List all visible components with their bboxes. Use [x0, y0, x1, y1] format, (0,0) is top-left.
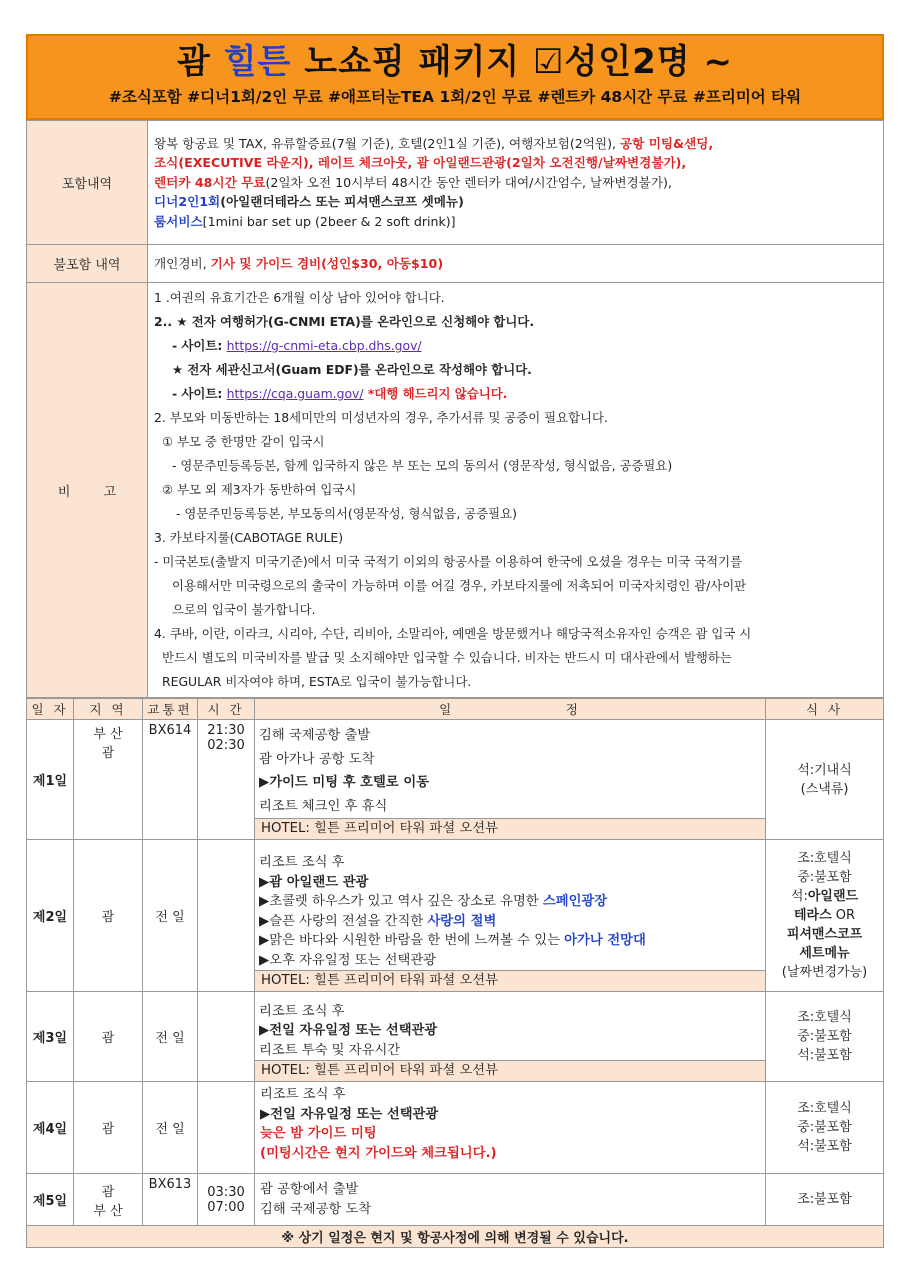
hotel-line: HOTEL: 힐튼 프리미어 타워 파셜 오션뷰: [255, 1060, 765, 1081]
excludes-content: 개인경비, 기사 및 가이드 경비(성인$30, 아동$10): [148, 245, 884, 283]
includes-label: 포함내역: [27, 121, 148, 245]
col-area: 지 역: [74, 699, 143, 720]
col-meal: 식 사: [766, 699, 884, 720]
notes-label: 비 고: [27, 283, 148, 698]
table-row: 제5일 괌 부 산 BX613 03:30 07:00 괌 공항에서 출발 김해 국제공항 도착 조:불포함: [27, 1174, 884, 1226]
excludes-label: 불포함 내역: [27, 245, 148, 283]
col-itinerary: 일 정: [255, 699, 766, 720]
schedule-table: [26, 698, 884, 1248]
footer-note: ※ 상기 일정은 현지 및 항공사정에 의해 변경될 수 있습니다.: [27, 1226, 884, 1248]
table-row: 제3일 괌 전 일 리조트 조식 후 ▶전일 자유일정 또는 선택관광 리조트 투숙 및 자유시간 HOTEL: 힐튼 프리미어 타워 파셜 오션뷰 조:호텔식 중:불포함 석:불포함: [27, 992, 884, 1082]
col-date: 일 자: [27, 699, 74, 720]
hashtag-line: #조식포함 #디너1회/2인 무료 #애프터눈TEA 1회/2인 무료 #렌트카 48시간 무료 #프리미어 타워: [108, 88, 802, 106]
table-row: 제2일 괌 전 일 리조트 조식 후 ▶괌 아일랜드 관광 ▶초콜렛 하우스가 있고 역사 깊은 장소로 유명한 스페인광장 ▶슬픈 사랑의 전설을 간직한 사랑의 절벽 ▶맑은 바다와 시원한 바람을 한 번에 느껴볼 수 있는 아가나 전망대 ▶오후 자유일정 또는 선택관광 HOTEL: 힐튼 프리미어 타워 파셜 오션뷰 조:호텔식 중:불포함 석:아일랜드 테라스 OR 피셔맨스코프 세트메뉴 (날짜변경가능): [27, 840, 884, 992]
hotel-line: HOTEL: 힐튼 프리미어 타워 파셜 오션뷰: [255, 970, 765, 991]
includes-content: 왕복 항공료 및 TAX, 유류할증료(7월 기준), 호텔(2인1실 기준), 여행자보험(2억원), 공항 미팅&샌딩, 조식(EXECUTIVE 라운지), 레이트 체크아웃, 괌 아일랜드관광(2일차 오전진행/날짜변경불가), 렌터카 48시간 무료(2일차 오전 10시부터 48시간 동안 렌터카 대여/시간엄수, 날짜변경불가), 디너2인1회(아일랜더테라스 또는 피셔맨스코프 셋메뉴) 룸서비스[1mini bar set up (2beer & 2 soft drink)]: [148, 121, 884, 245]
notes-content: 1 .여권의 유효기간은 6개월 이상 남아 있어야 합니다. 2.. ★ 전자 여행허가(G-CNMI ETA)를 온라인으로 신청해야 합니다. - 사이트: https://g-cnmi-eta.cbp.dhs.gov/ ★ 전자 세관신고서(Guam EDF)를 온라인으로 작성해야 합니다. - 사이트: https://cqa.guam.gov/ *대행 해드리지 않습니다. 2. 부모와 미동반하는 18세미만의 미성년자의 경우, 추가서류 및 공증이 필요합니다. ① 부모 중 한명만 같이 입국시 - 영문주민등록등본, 함께 입국하지 않은 부 또는 모의 동의서 (영문작성, 형식없음, 공증필요) ② 부모 외 제3자가 동반하여 입국시 - 영문주민등록등본, 부모동의서(영문작성, 형식없음, 공증필요) 3. 카보타지룰(CABOTAGE RULE) - 미국본토(출발지 미국기준)에서 미국 국적기 이외의 항공사를 이용하여 한국에 오셨을 경우는 미국 국적기를 이용해서만 미국령으로의 출국이 가능하며 이를 어길 경우, 카보타지룰에 저촉되어 미국자치령인 괌/사이판 으로의 입국이 불가합니다. 4. 쿠바, 이란, 이라크, 시리아, 수단, 리비아, 소말리아, 예멘을 방문했거나 해당국적소유자인 승객은 괌 입국 시 반드시 별도의 미국비자를 발급 및 소지해야만 입국할 수 있습니다. 비자는 반드시 미 대사관에서 발행하는 REGULAR 비자여야 하며, ESTA로 입국이 불가능합니다.: [148, 283, 884, 698]
col-transport: 교통편: [143, 699, 198, 720]
info-table: [26, 120, 884, 698]
table-row: 제4일 괌 전 일 리조트 조식 후 ▶전일 자유일정 또는 선택관광 늦은 밤 가이드 미팅 (미팅시간은 현지 가이드와 체크됩니다.) 조:호텔식 중:불포함 석:불포함: [27, 1082, 884, 1174]
edf-link[interactable]: https://cqa.guam.gov/: [226, 386, 364, 401]
page-title: 괌 힐튼 노쇼핑 패키지 ☑성인2명 ~: [177, 42, 733, 82]
package-document: [26, 34, 884, 1248]
col-time: 시 간: [198, 699, 255, 720]
table-row: 제1일 부 산 괌 BX614 21:30 02:30 김해 국제공항 출발 괌 아가나 공항 도착 ▶가이드 미팅 후 호텔로 이동 리조트 체크인 후 휴식 HOTEL: 힐튼 프리미어 타워 파셜 오션뷰 석:기내식 (스낵류): [27, 720, 884, 840]
hotel-line: HOTEL: 힐튼 프리미어 타워 파셜 오션뷰: [255, 818, 765, 839]
eta-link[interactable]: https://g-cnmi-eta.cbp.dhs.gov/: [226, 338, 422, 353]
header-banner: [26, 34, 884, 120]
